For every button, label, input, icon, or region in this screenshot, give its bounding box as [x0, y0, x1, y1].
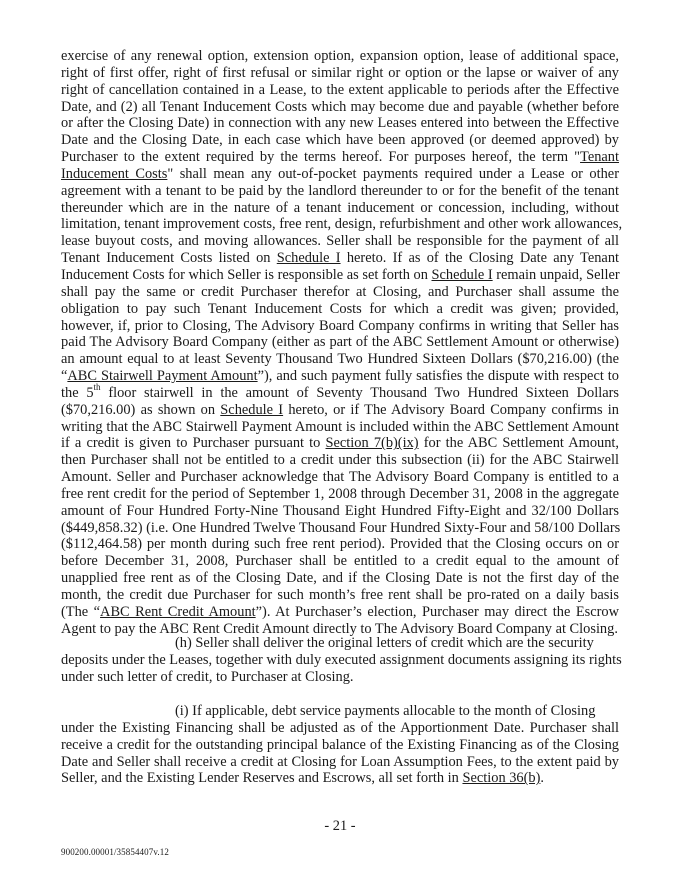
text-line: “ABC Stairwell Payment Amount”), and such payment fully satisfies the dispute with respect to: [61, 368, 619, 385]
text-line: Inducement Costs for which Seller is responsible as set forth on Schedule I remain unpaid, Seller: [61, 266, 620, 283]
text-line: ($112,464.58) per month during such free rent period). Provided that the Closing occurs on or: [61, 536, 619, 553]
text-line: right of first offer, right of first refusal or similar right or option or the lapse or waiver of any: [61, 64, 619, 81]
reference-section-36b: Section 36(b): [462, 770, 541, 787]
text-line: receive a credit for the outstanding principal balance of the Existing Financing as of the Closing: [61, 736, 619, 753]
text-line: month, the credit due Purchaser for such month’s free rent shall be pro-rated on a daily basis: [61, 587, 619, 603]
paragraph-h-letters-of-credit: [61, 635, 622, 686]
text-line: the 5th floor stairwell in the amount of Seventy Thousand Two Hundred Sixteen Dollars: [61, 382, 619, 401]
text-line: Tenant Inducement Costs listed on Schedule I hereto. If as of the Closing Date any Tenant: [61, 250, 620, 267]
text-line: ($70,216.00) as shown on Schedule I hereto, or if The Advisory Board Company confirms in: [61, 401, 619, 418]
text-line: right of cancellation contained in a Lease, to the extent applicable to periods after the Effective: [61, 81, 619, 98]
paragraph-tenant-inducement-costs: [61, 48, 623, 638]
text-line: Date and Seller shall receive a credit at Closing for Loan Assumption Fees, to the extent paid by: [61, 753, 619, 770]
text-line: agreement with a tenant to be paid by the landlord thereunder to or for the benefit of the tenant: [61, 182, 619, 199]
defined-term-tenant-inducement-costs-cont: Inducement Costs: [61, 165, 168, 182]
text-line: obligation to pay such Tenant Inducement Costs for which a credit was given; provided,: [61, 300, 619, 317]
text-line: or after the Closing Date) in connection with any new Leases entered into between the Effective: [61, 115, 619, 132]
text-line: limitation, tenant improvement costs, free rent, design, refurbishment and other work allowances,: [61, 216, 623, 233]
defined-term-tenant-inducement-costs: Tenant: [580, 149, 619, 166]
text-line: an amount equal to at least Seventy Thousand Two Hundred Sixteen Dollars ($70,216.00) (the: [61, 351, 619, 368]
reference-section-7bix: Section 7(b)(ix): [325, 435, 419, 452]
text-line: lease buyout costs, and moving allowances. Seller shall be responsible for the payment of all: [61, 233, 619, 250]
text-line: deposits under the Leases, together with duly executed assignment documents assigning its rights: [61, 651, 622, 668]
text-line: amount of Four Hundred Forty-Nine Thousand Eight Hundred Fifty-Eight and 32/100 Dollars: [61, 502, 619, 519]
text-line: Date, and (2) all Tenant Inducement Costs which may become due and payable (whether before: [61, 98, 619, 115]
defined-term-abc-stairwell-payment-amount: ABC Stairwell Payment Amount: [67, 368, 258, 385]
paragraph-i-debt-service: [61, 703, 619, 787]
page-number: - 21 -: [324, 818, 356, 834]
text-line: Seller, and the Existing Lender Reserves and Escrows, all set forth in Section 36(b).: [61, 770, 545, 787]
text-line: (The “ABC Rent Credit Amount”). At Purchaser’s election, Purchaser may direct the Escrow: [61, 603, 619, 620]
text-line: Date and the Closing Date, in each case which have been approved (or deemed approved) by: [61, 132, 619, 149]
reference-schedule-i: Schedule I: [276, 250, 341, 267]
text-line: (i) If applicable, debt service payments allocable to the month of Closing: [175, 703, 596, 719]
text-line: Amount. Seller and Purchaser acknowledge that The Advisory Board Company is entitled to a: [61, 469, 619, 486]
reference-schedule-i: Schedule I: [431, 266, 493, 283]
document-id: 900200.00001/35854407v.12: [61, 847, 169, 857]
text-line: free rent credit for the period of September 1, 2008 through December 31, 2008 in the aggregate: [61, 485, 619, 502]
text-line: unapplied free rent as of the Closing Date, and if the Closing Date is not the first day of the: [61, 570, 619, 587]
text-line: thereunder which are in the nature of a tenant inducement or concession, including, without: [61, 199, 619, 216]
text-line: Agent to pay the ABC Rent Credit Amount directly to The Advisory Board Company at Closing.: [61, 620, 618, 637]
reference-schedule-i: Schedule I: [220, 401, 284, 418]
text-line: ($449,858.32) (i.e. One Hundred Twelve Thousand Four Hundred Sixty-Four and 58/100 Dollars: [61, 519, 621, 536]
text-line: under such letter of credit, to Purchaser at Closing.: [61, 668, 354, 685]
text-line: then Purchaser shall not be entitled to a credit under this subsection (ii) for the ABC Stairwell: [61, 452, 619, 469]
text-line: (h) Seller shall deliver the original letters of credit which are the security: [175, 635, 594, 651]
text-line: before December 31, 2008, Purchaser shall be entitled to a credit equal to the amount of: [61, 553, 619, 570]
defined-term-abc-rent-credit-amount: ABC Rent Credit Amount: [100, 603, 256, 620]
text-line: if a credit is given to Purchaser pursuant to Section 7(b)(ix) for the ABC Settlement Amount,: [61, 435, 620, 452]
text-line: under the Existing Financing shall be adjusted as of the Apportionment Date. Purchaser shall: [61, 719, 619, 736]
text-line: paid The Advisory Board Company (either as part of the ABC Settlement Amount or otherwise): [61, 334, 619, 351]
text-line: however, if, prior to Closing, The Advisory Board Company confirms in writing that Seller has: [61, 317, 619, 334]
text-line: Purchaser to the extent required by the terms hereof. For purposes hereof, the term "Tenant: [61, 149, 619, 166]
text-line: Inducement Costs" shall mean any out-of-pocket payments required under a Lease or other: [61, 165, 619, 182]
superscript-th: th: [93, 382, 101, 393]
text-line: writing that the ABC Stairwell Payment Amount is included within the ABC Settlement Amount: [61, 418, 619, 435]
text-line: exercise of any renewal option, extension option, expansion option, lease of additional space,: [61, 48, 619, 64]
text-line: shall pay the same or credit Purchaser therefor at Closing, and Purchaser shall assume the: [61, 283, 619, 300]
